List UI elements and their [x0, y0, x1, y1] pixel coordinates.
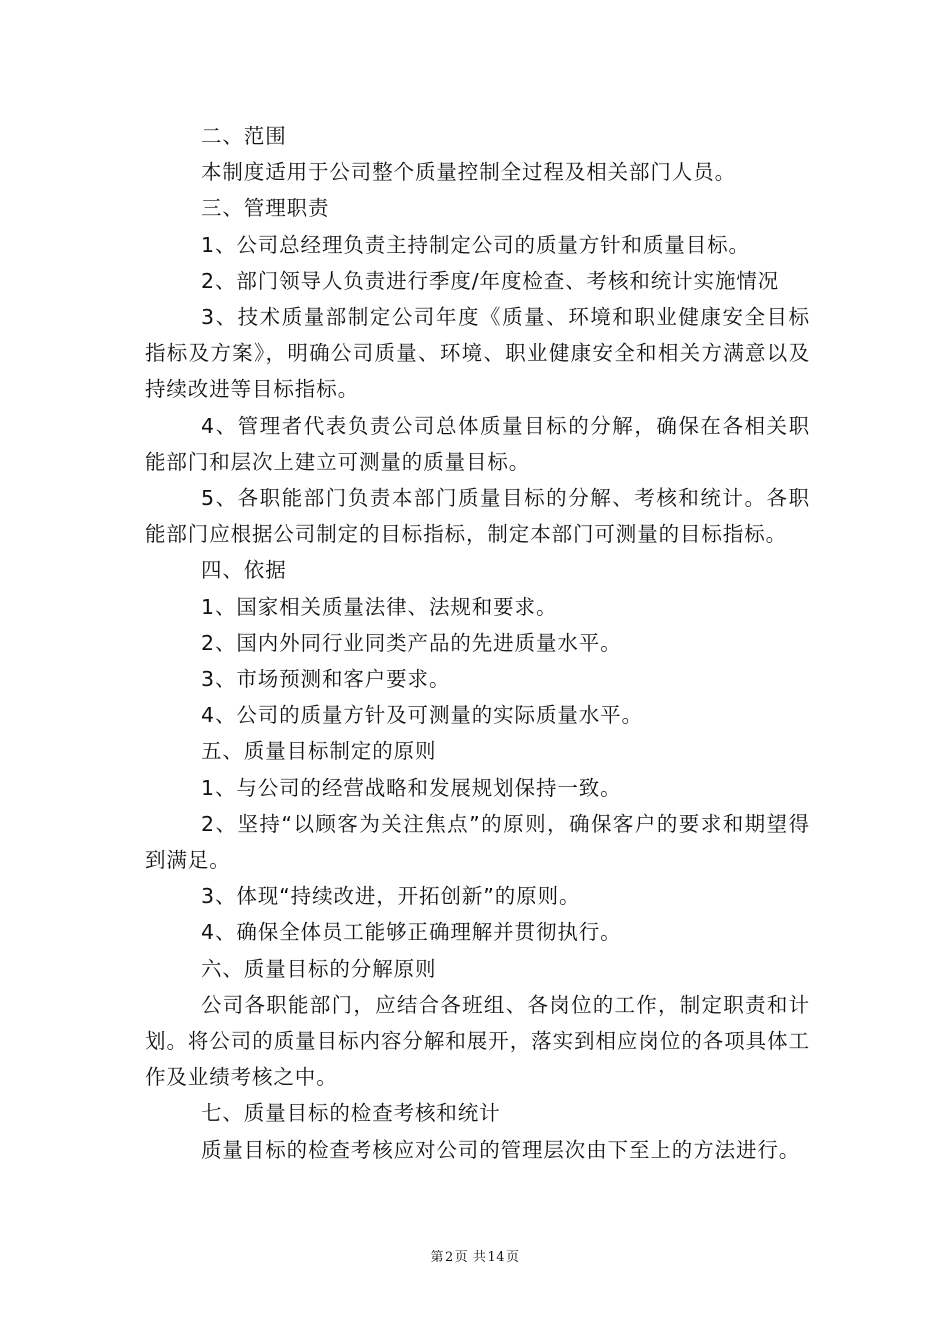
list-item: 1、公司总经理负责主持制定公司的质量方针和质量目标。 [201, 232, 750, 257]
list-item: 4、确保全体员工能够正确理解并贯彻执行。 [201, 920, 622, 945]
section-heading-inspection: 七、质量目标的检查考核和统计 [201, 1101, 501, 1126]
section-heading-basis: 四、依据 [201, 558, 287, 583]
list-item: 2、坚持“以顾客为关注焦点”的原则，确保客户的要求和期望得到满足。 [145, 811, 810, 873]
list-item: 3、技术质量部制定公司年度《质量、环境和职业健康安全目标指标及方案》，明确公司质量、环境、职业健康安全和相关方满意以及持续改进等目标指标。 [145, 305, 810, 402]
document-body [145, 118, 810, 1168]
paragraph: 公司各职能部门，应结合各班组、各岗位的工作，制定职责和计划。将公司的质量目标内容分解和展开，落实到相应岗位的各项具体工作及业绩考核之中。 [145, 992, 810, 1090]
list-item: 3、市场预测和客户要求。 [201, 667, 451, 692]
list-item: 1、国家相关质量法律、法规和要求。 [201, 594, 558, 619]
footer-suffix: 页 [505, 1250, 520, 1265]
list-item: 4、管理者代表负责公司总体质量目标的分解，确保在各相关职能部门和层次上建立可测量的质量目标。 [145, 413, 810, 474]
section-heading-principles: 五、质量目标制定的原则 [201, 739, 437, 764]
footer-middle: 页 共 [454, 1250, 487, 1265]
list-item: 1、与公司的经营战略和发展规划保持一致。 [201, 775, 622, 800]
list-item: 4、公司的质量方针及可测量的实际质量水平。 [201, 703, 643, 728]
list-item: 5、各职能部门负责本部门质量目标的分解、考核和统计。各职能部门应根据公司制定的目标指标，制定本部门可测量的目标指标。 [145, 486, 810, 547]
paragraph: 本制度适用于公司整个质量控制全过程及相关部门人员。 [201, 160, 736, 185]
page-number-footer [0, 1246, 950, 1265]
list-item: 2、部门领导人负责进行季度/年度检查、考核和统计实施情况 [201, 268, 780, 293]
current-page-number: 2 [445, 1250, 454, 1265]
list-item: 3、体现“持续改进，开拓创新”的原则。 [201, 884, 581, 909]
section-heading-scope: 二、范围 [201, 124, 287, 148]
section-heading-decomposition: 六、质量目标的分解原则 [201, 956, 437, 981]
paragraph: 质量目标的检查考核应对公司的管理层次由下至上的方法进行。 [201, 1137, 801, 1162]
footer-prefix: 第 [430, 1250, 445, 1265]
total-pages-number: 14 [487, 1250, 505, 1265]
list-item: 2、国内外同行业同类产品的先进质量水平。 [201, 630, 622, 655]
section-heading-responsibilities: 三、管理职责 [201, 196, 330, 221]
